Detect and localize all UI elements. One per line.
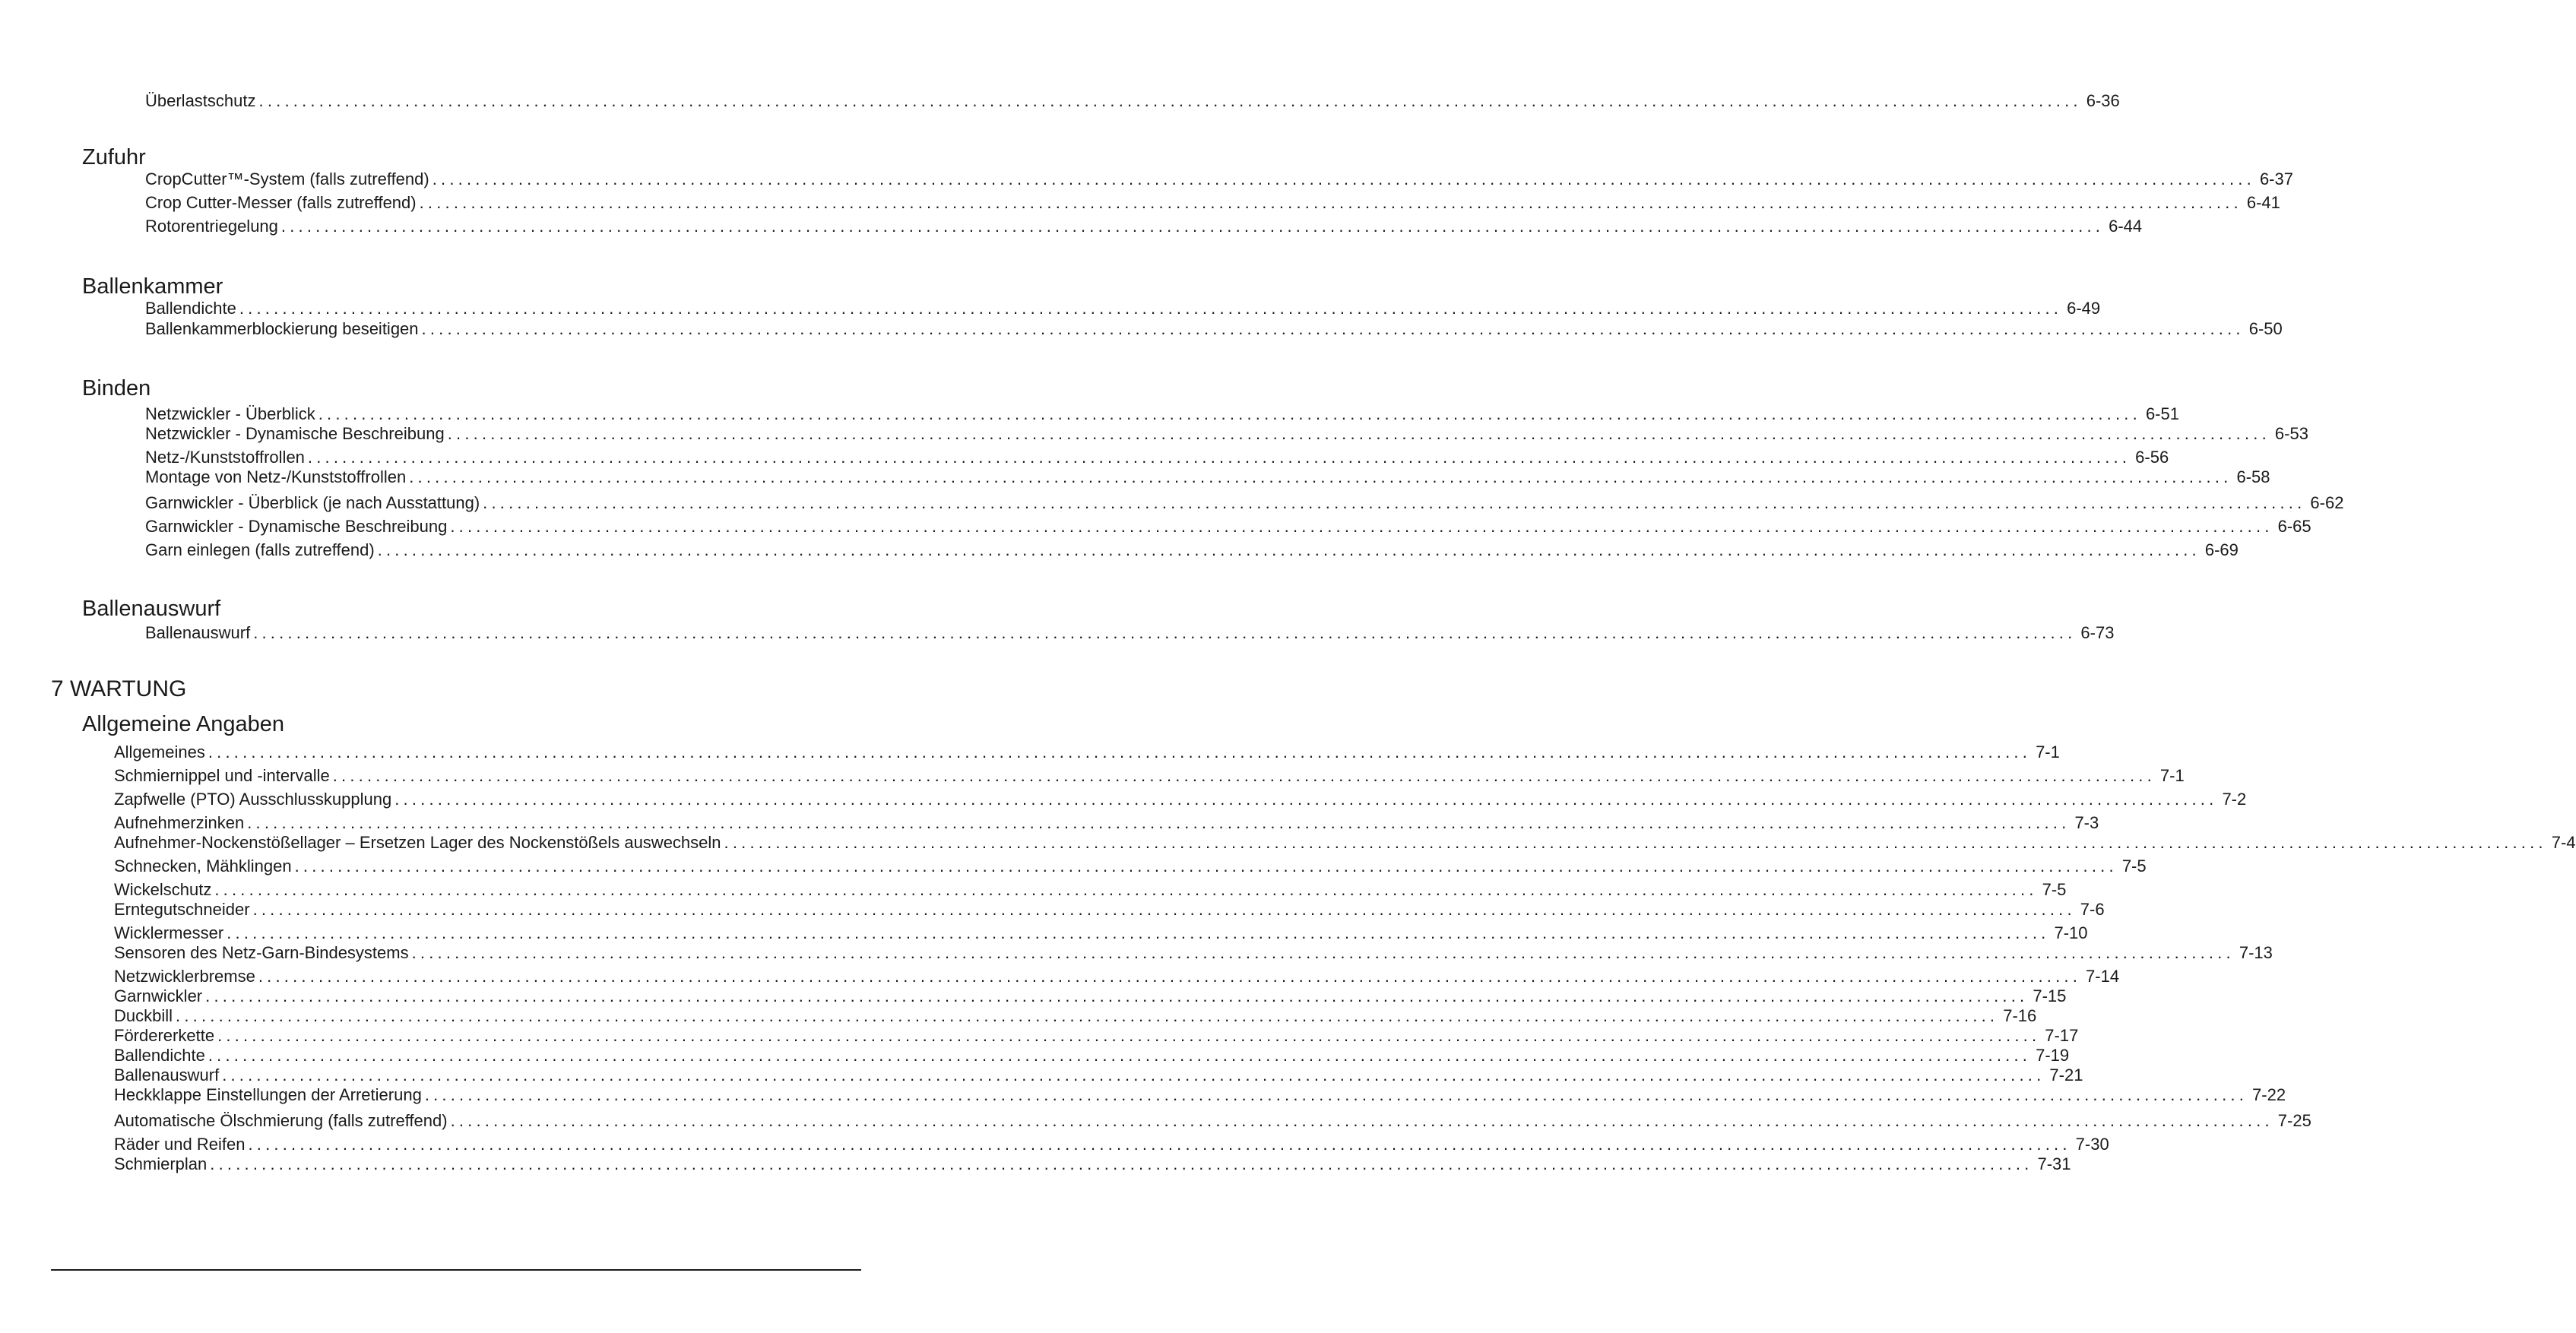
- toc-entry[interactable]: [114, 1154, 2071, 1174]
- toc-entry-title: Überlastschutz: [145, 91, 256, 110]
- toc-entry[interactable]: [114, 813, 2099, 833]
- toc-entry[interactable]: [145, 517, 2311, 537]
- toc-entry-page: 7-3: [2074, 813, 2099, 832]
- toc-entry-page: 7-15: [2033, 986, 2067, 1005]
- dot-leader: ....................................................................................................................................................................................................................: [307, 448, 2131, 467]
- toc-entry-title: Wickelschutz: [114, 880, 212, 899]
- toc-entry[interactable]: [114, 923, 2088, 943]
- section-heading-zufuhr: Zufuhr: [82, 145, 146, 169]
- dot-leader: ....................................................................................................................................................................................................................: [483, 493, 2306, 512]
- toc-entry-title: Garnwickler - Dynamische Beschreibung: [145, 517, 448, 536]
- toc-entry-page: 7-2: [2222, 790, 2247, 809]
- toc-entry-title: Netzwickler - Überblick: [145, 404, 315, 423]
- dot-leader: ....................................................................................................................................................................................................................: [409, 467, 2232, 486]
- toc-entry-title: Räder und Reifen: [114, 1135, 246, 1154]
- toc-entry[interactable]: [145, 299, 2101, 318]
- toc-entry-page: 7-31: [2037, 1154, 2071, 1173]
- toc-entry-page: 6-41: [2246, 193, 2280, 212]
- toc-entry[interactable]: [145, 169, 2293, 189]
- toc-entry[interactable]: [145, 424, 2308, 444]
- toc-entry[interactable]: [114, 1085, 2286, 1105]
- toc-entry[interactable]: [114, 833, 2576, 853]
- toc-entry-page: 6-51: [2145, 404, 2179, 423]
- toc-entry-title: Crop Cutter-Messer (falls zutreffend): [145, 193, 417, 212]
- footer-rule: [51, 1269, 861, 1271]
- toc-entry-title: Fördererkette: [114, 1026, 215, 1045]
- toc-entry[interactable]: [145, 217, 2143, 236]
- toc-entry-page: 6-50: [2248, 319, 2283, 338]
- toc-entry[interactable]: [114, 1111, 2311, 1131]
- toc-entry[interactable]: [145, 404, 2179, 424]
- toc-entry-title: Netzwicklerbremse: [114, 967, 255, 986]
- dot-leader: ....................................................................................................................................................................................................................: [450, 1111, 2273, 1130]
- toc-entry-title: Aufnehmerzinken: [114, 813, 245, 832]
- toc-entry-page: 7-14: [2086, 967, 2120, 986]
- toc-entry-title: Ballenauswurf: [114, 1065, 220, 1084]
- dot-leader: ....................................................................................................................................................................................................................: [208, 742, 2032, 761]
- toc-entry-page: 7-17: [2045, 1026, 2079, 1045]
- dot-leader: ....................................................................................................................................................................................................................: [239, 299, 2063, 318]
- toc-entry-title: Ballendichte: [114, 1046, 205, 1065]
- toc-entry-title: Ballenauswurf: [145, 623, 251, 642]
- toc-entry-page: 6-73: [2080, 623, 2115, 642]
- toc-entry-title: Sensoren des Netz-Garn-Bindesystems: [114, 943, 409, 962]
- toc-entry-title: Zapfwelle (PTO) Ausschlusskupplung: [114, 790, 392, 809]
- toc-entry-page: 7-1: [2159, 766, 2185, 785]
- section-heading-allgemeine-angaben: Allgemeine Angaben: [82, 712, 285, 736]
- toc-entry-page: 7-1: [2036, 742, 2060, 761]
- toc-entry-page: 7-22: [2252, 1085, 2286, 1104]
- dot-leader: ....................................................................................................................................................................................................................: [332, 766, 2156, 785]
- dot-leader: ....................................................................................................................................................................................................................: [210, 1154, 2033, 1173]
- toc-entry-title: Ballendichte: [145, 299, 236, 318]
- toc-entry-title: CropCutter™-System (falls zutreffend): [145, 169, 429, 188]
- toc-entry-title: Schmierplan: [114, 1154, 208, 1173]
- dot-leader: ....................................................................................................................................................................................................................: [424, 1085, 2248, 1104]
- dot-leader: ....................................................................................................................................................................................................................: [222, 1065, 2045, 1084]
- toc-entry-page: 7-10: [2054, 923, 2088, 942]
- toc-entry-title: Garnwickler - Überblick (je nach Ausstattung): [145, 493, 480, 512]
- toc-entry[interactable]: [114, 790, 2247, 809]
- toc-entry[interactable]: [145, 467, 2270, 487]
- toc-entry-page: 7-25: [2277, 1111, 2311, 1130]
- section-heading-ballenkammer: Ballenkammer: [82, 274, 223, 299]
- toc-entry-title: Schnecken, Mähklingen: [114, 856, 292, 875]
- toc-entry-page: 6-62: [2310, 493, 2344, 512]
- toc-entry[interactable]: [145, 540, 2239, 560]
- dot-leader: ....................................................................................................................................................................................................................: [377, 540, 2201, 559]
- toc-entry-page: 6-58: [2236, 467, 2270, 486]
- dot-leader: ....................................................................................................................................................................................................................: [432, 169, 2255, 188]
- toc-entry[interactable]: [114, 1065, 2083, 1085]
- toc-entry-title: Automatische Ölschmierung (falls zutreffend): [114, 1111, 448, 1130]
- toc-entry[interactable]: [114, 986, 2067, 1006]
- toc-entry-title: Ballenkammerblockierung beseitigen: [145, 319, 419, 338]
- toc-entry[interactable]: [145, 91, 2120, 111]
- toc-entry-page: 6-44: [2109, 217, 2143, 236]
- dot-leader: ....................................................................................................................................................................................................................: [258, 967, 2082, 986]
- toc-entry-page: 7-5: [2121, 856, 2147, 875]
- toc-entry-title: Schmiernippel und -intervalle: [114, 766, 330, 785]
- dot-leader: ....................................................................................................................................................................................................................: [258, 91, 2082, 110]
- toc-entry[interactable]: [145, 493, 2344, 513]
- dot-leader: ....................................................................................................................................................................................................................: [217, 1026, 2041, 1045]
- toc-entry-title: Wicklermesser: [114, 923, 224, 942]
- toc-entry-page: 7-5: [2042, 880, 2067, 899]
- toc-entry-title: Allgemeines: [114, 742, 205, 761]
- dot-leader: ....................................................................................................................................................................................................................: [724, 833, 2547, 852]
- toc-entry-title: Montage von Netz-/Kunststoffrollen: [145, 467, 407, 486]
- dot-leader: ....................................................................................................................................................................................................................: [227, 923, 2050, 942]
- toc-entry[interactable]: [145, 448, 2169, 467]
- toc-entry[interactable]: [114, 742, 2060, 762]
- dot-leader: ....................................................................................................................................................................................................................: [294, 856, 2118, 875]
- dot-leader: ....................................................................................................................................................................................................................: [318, 404, 2141, 423]
- toc-entry[interactable]: [114, 1006, 2037, 1026]
- chapter-heading: 7 WARTUNG: [51, 676, 187, 701]
- dot-leader: ....................................................................................................................................................................................................................: [394, 790, 2218, 809]
- dot-leader: ....................................................................................................................................................................................................................: [450, 517, 2273, 536]
- toc-entry[interactable]: [114, 1046, 2070, 1065]
- toc-entry-title: Duckbill: [114, 1006, 173, 1025]
- toc-entry-title: Garn einlegen (falls zutreffend): [145, 540, 375, 559]
- toc-entry-page: 6-56: [2135, 448, 2169, 467]
- dot-leader: ....................................................................................................................................................................................................................: [205, 986, 2029, 1005]
- section-heading-ballenauswurf: Ballenauswurf: [82, 597, 221, 621]
- dot-leader: ....................................................................................................................................................................................................................: [411, 943, 2235, 962]
- toc-entry-title: Aufnehmer-Nockenstößellager – Ersetzen Lager des Nockenstößels auswechseln: [114, 833, 721, 852]
- toc-entry-page: 6-53: [2274, 424, 2308, 443]
- toc-entry[interactable]: [114, 943, 2273, 963]
- dot-leader: ....................................................................................................................................................................................................................: [253, 623, 2077, 642]
- dot-leader: ....................................................................................................................................................................................................................: [421, 319, 2245, 338]
- toc-entry-title: Garnwickler: [114, 986, 203, 1005]
- toc-entry-page: 7-30: [2075, 1135, 2109, 1154]
- dot-leader: ....................................................................................................................................................................................................................: [247, 813, 2071, 832]
- section-heading-binden: Binden: [82, 376, 151, 401]
- dot-leader: ....................................................................................................................................................................................................................: [447, 424, 2270, 443]
- toc-entry-title: Heckklappe Einstellungen der Arretierung: [114, 1085, 422, 1104]
- dot-leader: ....................................................................................................................................................................................................................: [252, 900, 2076, 919]
- toc-entry[interactable]: [114, 1026, 2079, 1046]
- toc-entry-title: Erntegutschneider: [114, 900, 250, 919]
- toc-entry[interactable]: [145, 623, 2115, 643]
- toc-entry-page: 7-21: [2049, 1065, 2083, 1084]
- toc-entry-page: 7-4: [2551, 833, 2576, 852]
- dot-leader: ....................................................................................................................................................................................................................: [176, 1006, 1999, 1025]
- toc-entry[interactable]: [114, 856, 2147, 876]
- dot-leader: ....................................................................................................................................................................................................................: [280, 217, 2105, 236]
- dot-leader: ....................................................................................................................................................................................................................: [208, 1046, 2032, 1065]
- toc-entry[interactable]: [114, 766, 2185, 786]
- toc-entry-page: 6-37: [2259, 169, 2293, 188]
- toc-entry[interactable]: [114, 1135, 2109, 1154]
- dot-leader: ....................................................................................................................................................................................................................: [419, 193, 2242, 212]
- toc-entry-title: Netzwickler - Dynamische Beschreibung: [145, 424, 445, 443]
- dot-leader: ....................................................................................................................................................................................................................: [248, 1135, 2071, 1154]
- toc-entry-page: 7-16: [2003, 1006, 2037, 1025]
- toc-entry-title: Rotorentriegelung: [145, 217, 278, 236]
- toc-entry-page: 7-19: [2036, 1046, 2070, 1065]
- toc-entry-page: 6-36: [2086, 91, 2120, 110]
- toc-entry-page: 6-69: [2204, 540, 2239, 559]
- toc-entry[interactable]: [145, 193, 2280, 213]
- toc-entry-title: Netz-/Kunststoffrollen: [145, 448, 305, 467]
- toc-entry-page: 6-65: [2277, 517, 2311, 536]
- toc-entry[interactable]: [114, 967, 2120, 986]
- dot-leader: ....................................................................................................................................................................................................................: [214, 880, 2038, 899]
- toc-entry[interactable]: [114, 880, 2067, 900]
- toc-entry-page: 7-13: [2239, 943, 2273, 962]
- toc-entry-page: 6-49: [2067, 299, 2101, 318]
- toc-entry[interactable]: [114, 900, 2105, 920]
- toc-entry-page: 7-6: [2080, 900, 2105, 919]
- toc-entry[interactable]: [145, 319, 2283, 339]
